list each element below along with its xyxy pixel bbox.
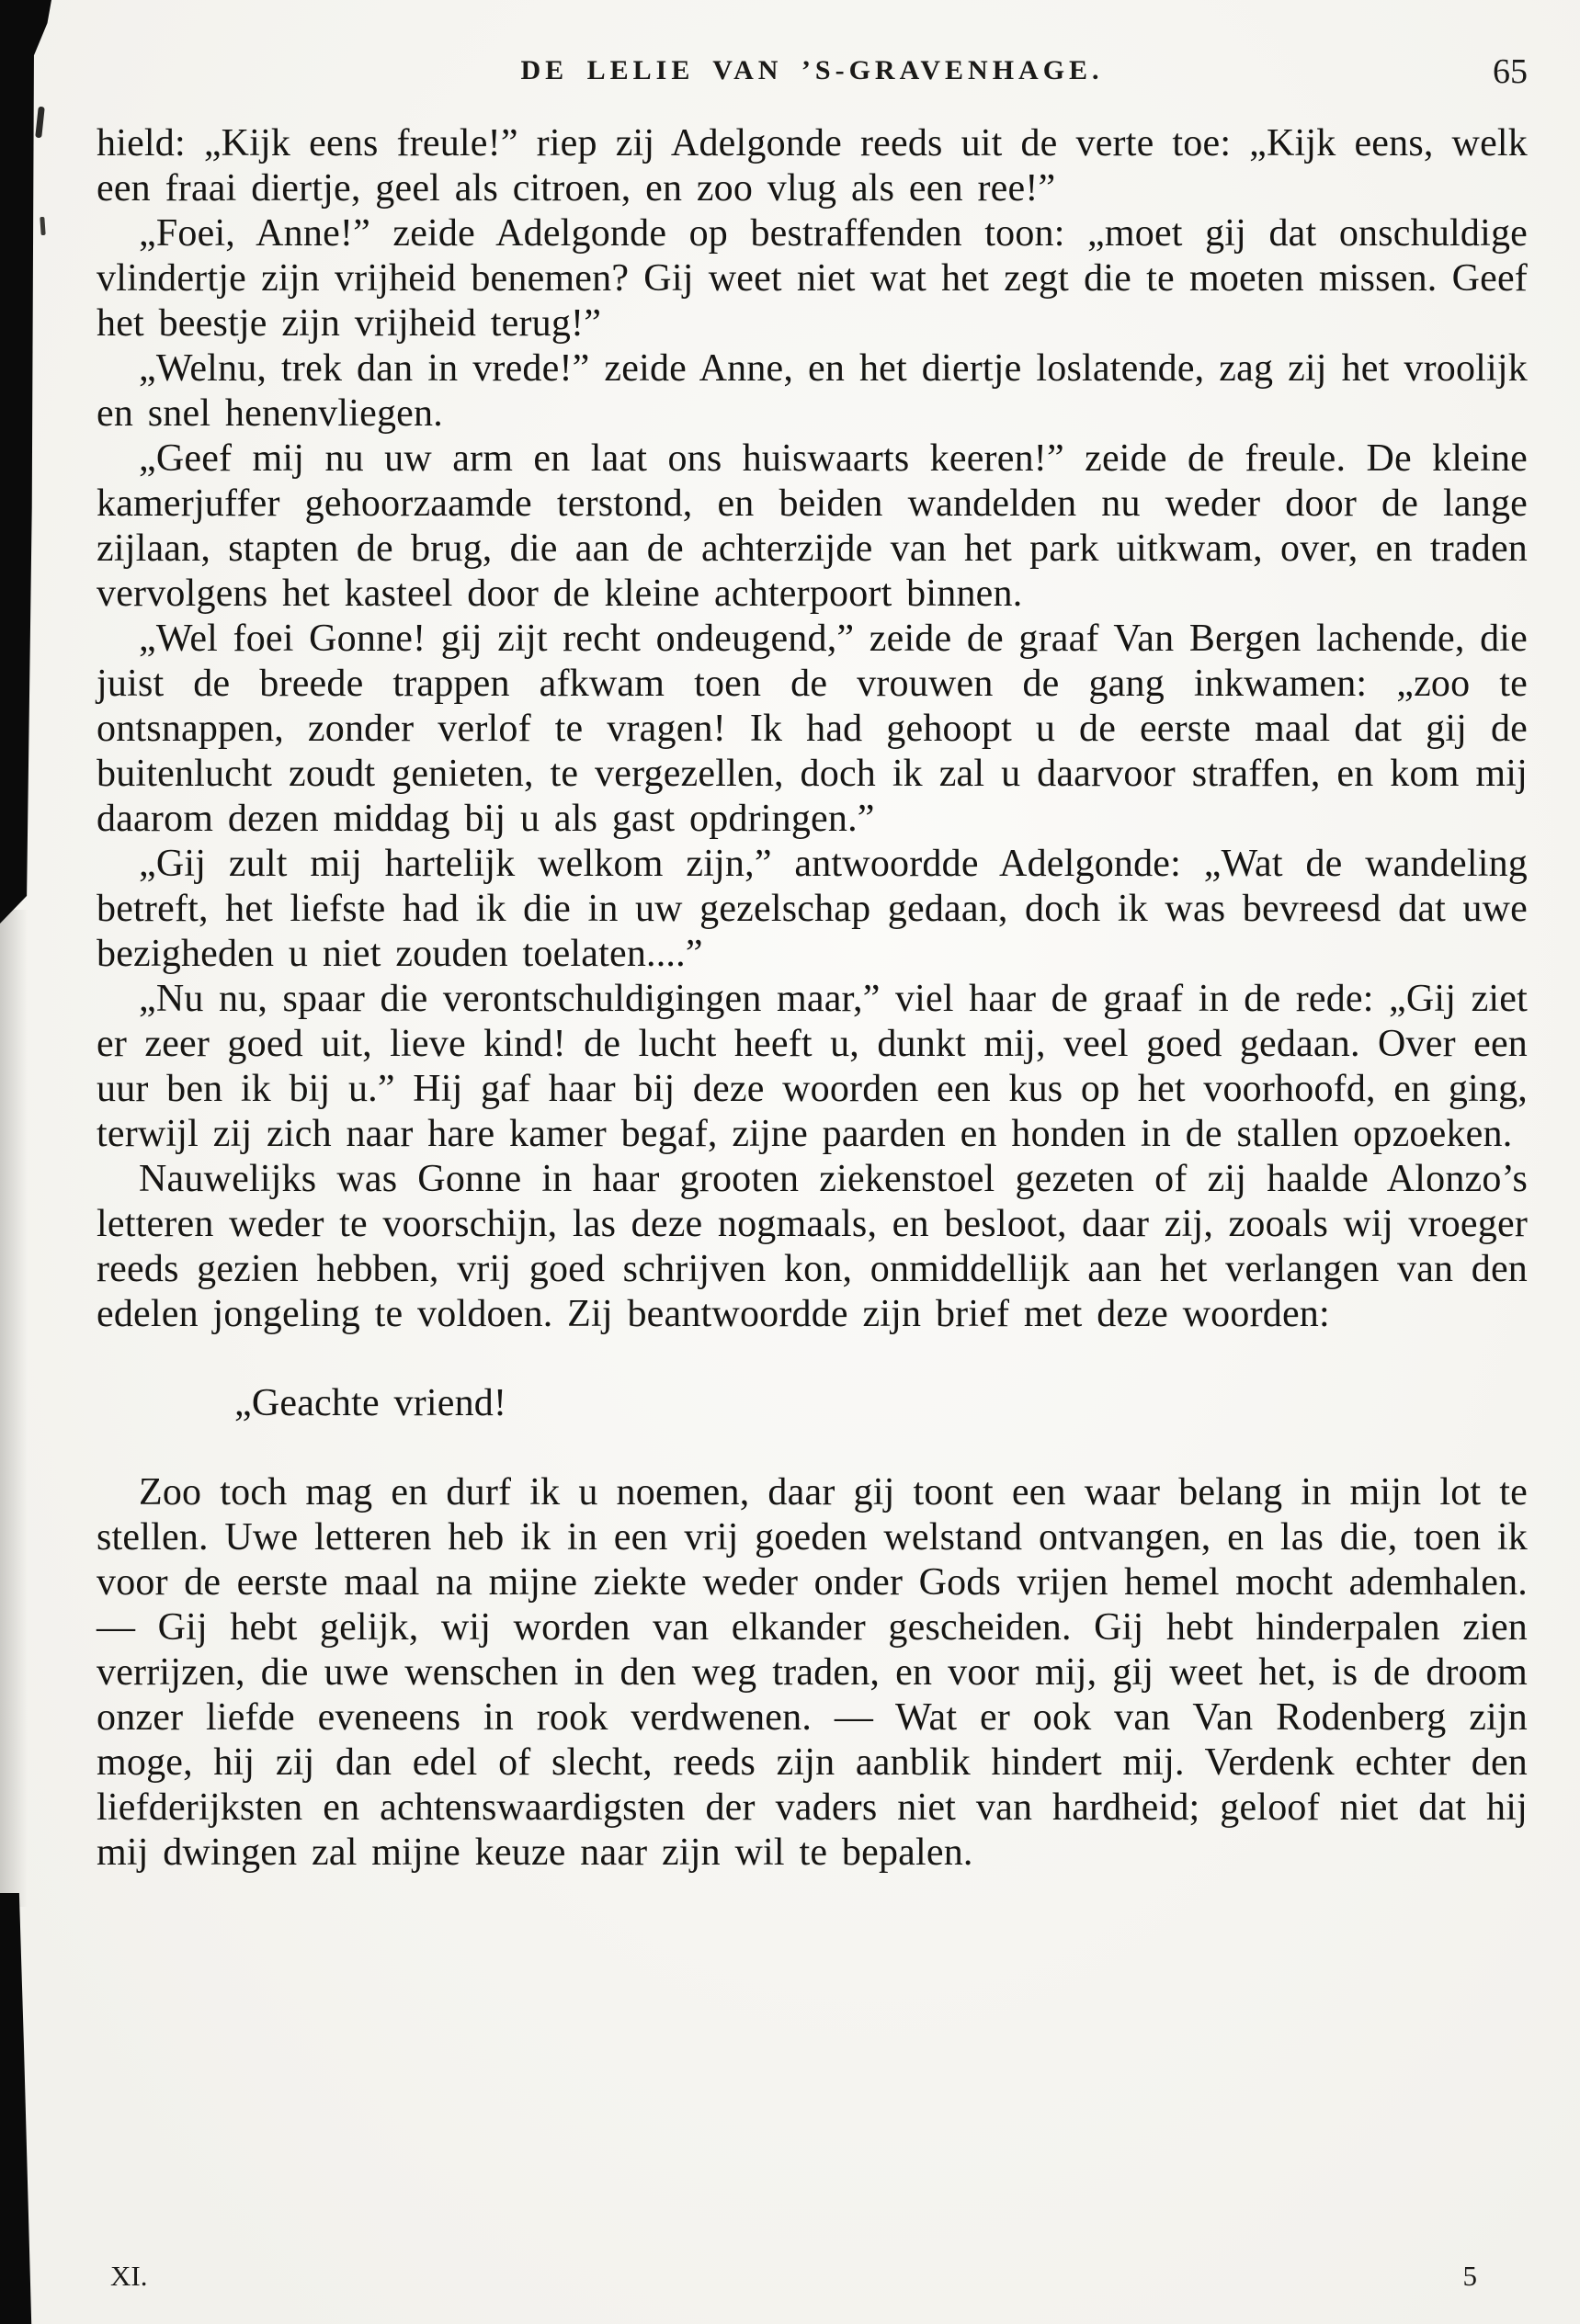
page-content-area — [97, 0, 1528, 2324]
page-footer — [110, 2260, 1477, 2293]
page-header — [97, 52, 1528, 97]
running-title: DE LELIE VAN ’S-GRAVENHAGE. — [520, 55, 1104, 85]
signature-mark-left: XI. — [110, 2260, 148, 2292]
paragraph: „Nu nu, spaar die verontschuldigingen maar,” viel haar de graaf in de rede: „Gij ziet er zeer goed uit, lieve kind! de lucht heeft u, dunkt mij, veel goed gedaan. Over een uur ben ik bij u.” Hij gaf haar bij deze woorden een kus op het voorhoofd, en ging, terwijl zij zich naar hare kamer begaf, zijne paarden en honden in de stallen opzoeken. — [97, 978, 1528, 1155]
paragraph: „Geef mij nu uw arm en laat ons huiswaarts keeren!” zeide de freule. De kleine kamerjuffer gehoorzaamde terstond, en beiden wandelden nu weder door de lange zijlaan, stapten de brug, die aan de achterzijde van het park uitkwam, over, en traden vervolgens het kasteel door de kleine achterpoort binnen. — [97, 437, 1528, 615]
paragraph: „Foei, Anne!” zeide Adelgonde op bestraffenden toon: „moet gij dat onschuldige vlindertje zijn vrijheid benemen? Gij weet niet wat het zegt die te moeten missen. Geef het beestje zijn vrijheid terug!” — [97, 212, 1528, 345]
page-number: 65 — [1493, 52, 1528, 91]
scan-artifact — [35, 107, 45, 139]
paragraph: Nauwelijks was Gonne in haar grooten ziekenstoel gezeten of zij haalde Alonzo’s letteren weder te voorschijn, las deze nogmaals, en besloot, daar zij, zooals wij vroeger reeds gezien hebben, vrij goed schrijven kon, onmiddellijk aan het verlangen van den edelen jongeling te voldoen. Zij beantwoordde zijn brief met deze woorden: — [97, 1158, 1528, 1335]
paragraph: „Gij zult mij hartelijk welkom zijn,” antwoordde Adelgonde: „Wat de wandeling betreft, het liefste had ik die in uw gezelschap gedaan, doch ik was bevreesd dat uwe bezigheden u niet zouden toelaten....” — [97, 843, 1528, 975]
paragraph: hield: „Kijk eens freule!” riep zij Adelgonde reeds uit de verte toe: „Kijk eens, welk een fraai diertje, geel als citroen, en zoo vlug als een ree!” — [97, 122, 1528, 210]
binding-shadow-bottom — [0, 1893, 33, 2324]
scan-artifact — [40, 217, 45, 235]
body-text — [97, 121, 1528, 1876]
paragraph: „Wel foei Gonne! gij zijt recht ondeugend,” zeide de graaf Van Bergen lachende, die juist de breede trappen afkwam toen de vrouwen de gang inkwamen: „zoo te ontsnappen, zonder verlof te vragen! Ik had gehoopt u de eerste maal dat gij de buitenlucht zoudt genieten, te vergezellen, doch ik zal u daarvoor straffen, en kom mij daarom dezen middag bij u als gast opdringen.” — [97, 618, 1528, 840]
signature-mark-right: 5 — [1462, 2260, 1477, 2292]
binding-shadow-top — [0, 0, 51, 924]
binding-shadow-middle — [0, 910, 28, 1907]
paragraph: „Welnu, trek dan in vrede!” zeide Anne, en het diertje loslatende, zag zij het vroolijk en snel henenvliegen. — [97, 347, 1528, 435]
letter-body-paragraph: Zoo toch mag en durf ik u noemen, daar gij toont een waar belang in mijn lot te stellen. Uwe letteren heb ik in een vrij goeden welstand ontvangen, en las die, toen ik voor de eerste maal na mijne ziekte weder onder Gods vrijen hemel mocht ademhalen. — Gij hebt gelijk, wij worden van elkander gescheiden. Gij hebt hinderpalen zien verrijzen, die uwe wenschen in den weg traden, en voor mij, gij weet het, is de droom onzer liefde eveneens in rook verdwenen. — Wat er ook van Van Rodenberg zijn moge, hij zij dan edel of slecht, reeds zijn aanblik hindert mij. Verdenk echter den liefderijksten en achtenswaardigsten der vaders niet van hardheid; geloof niet dat hij mij dwingen zal mijne keuze naar zijn wil te bepalen. — [97, 1471, 1528, 1874]
letter-salutation: „Geachte vriend! — [234, 1382, 507, 1424]
